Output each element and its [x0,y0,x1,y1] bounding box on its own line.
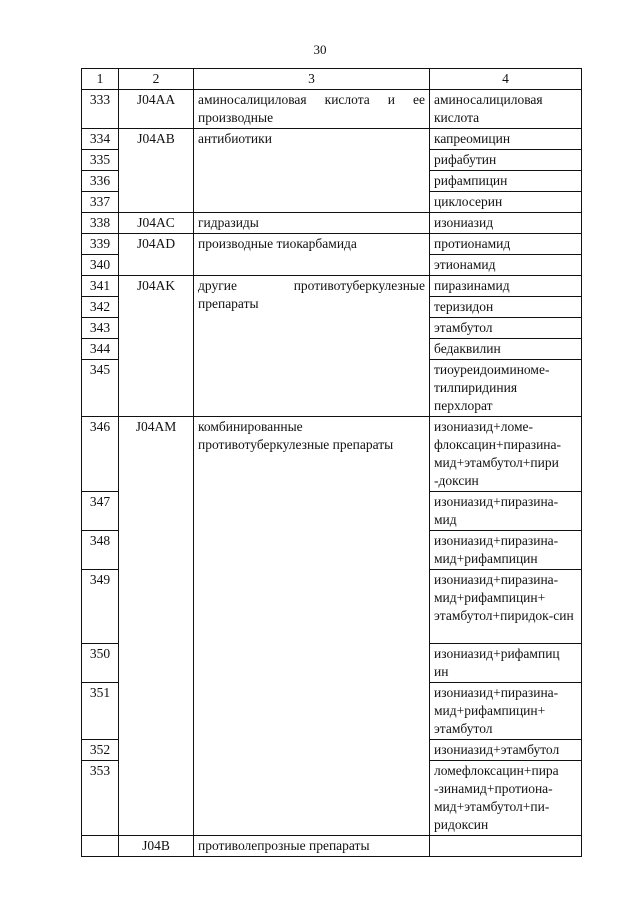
drug-name: рифампицин [430,171,582,192]
row-number: 335 [82,150,119,171]
drug-name: изониазид+пиразина-мид+рифампицин+ этамбутол [430,683,582,740]
header-cell: 1 [82,69,119,90]
table-row [82,234,582,255]
drug-name: ломефлоксацин+пира -зинамид+протиона-мид+этамбутол+пи-ридоксин [430,761,582,836]
group-name: комбинированные противотуберкулезные препараты [194,417,430,836]
drug-name [430,836,582,857]
atc-code: J04AC [119,213,194,234]
drug-name: тиоуреидоиминоме-тилпиридиния перхлорат [430,360,582,417]
row-number: 334 [82,129,119,150]
drug-name: капреомицин [430,129,582,150]
drug-name: изониазид [430,213,582,234]
table-row [82,90,582,129]
row-number: 348 [82,531,119,570]
page-number: 30 [313,42,327,57]
drug-name: бедаквилин [430,339,582,360]
row-number: 349 [82,570,119,644]
drug-name: пиразинамид [430,276,582,297]
drug-name: изониазид+ломе-флоксацин+пиразина-мид+этамбутол+пири -доксин [430,417,582,492]
table-row [82,836,582,857]
row-number [82,836,119,857]
group-name: антибиотики [194,129,430,213]
header-cell: 4 [430,69,582,90]
header-cell: 2 [119,69,194,90]
drug-name: этамбутол [430,318,582,339]
atc-code: J04AD [119,234,194,276]
atc-code: J04AK [119,276,194,417]
atc-code: J04AA [119,90,194,129]
drug-name: изониазид+пиразина-мид [430,492,582,531]
row-number: 353 [82,761,119,836]
drug-name: изониазид+рифампиц ин [430,644,582,683]
table-row [82,129,582,150]
table-row [82,276,582,297]
row-number: 342 [82,297,119,318]
row-number: 341 [82,276,119,297]
atc-code: J04AB [119,129,194,213]
header-cell: 3 [194,69,430,90]
row-number: 350 [82,644,119,683]
drug-name: рифабутин [430,150,582,171]
drug-name: теризидон [430,297,582,318]
row-number: 344 [82,339,119,360]
drug-name: аминосалициловая кислота [430,90,582,129]
row-number: 339 [82,234,119,255]
atc-drug-table [81,68,582,857]
row-number: 340 [82,255,119,276]
atc-code: J04B [119,836,194,857]
row-number: 336 [82,171,119,192]
row-number: 337 [82,192,119,213]
table-row [82,213,582,234]
row-number: 338 [82,213,119,234]
group-name: другие противотуберкулезные препараты [194,276,430,417]
row-number: 347 [82,492,119,531]
drug-name: изониазид+пиразина-мид+рифампицин+ этамбутол+пиридок-син [430,570,582,644]
row-number: 345 [82,360,119,417]
row-number: 333 [82,90,119,129]
group-name: производные тиокарбамида [194,234,430,276]
group-name: гидразиды [194,213,430,234]
drug-name: изониазид+этамбутол [430,740,582,761]
row-number: 343 [82,318,119,339]
drug-name: циклосерин [430,192,582,213]
drug-name: протионамид [430,234,582,255]
drug-name: этионамид [430,255,582,276]
group-name: аминосалициловая кислота и ее производные [194,90,430,129]
row-number: 351 [82,683,119,740]
group-name: противолепрозные препараты [194,836,430,857]
table-row [82,417,582,492]
table-header-row [82,69,582,90]
atc-code: J04AM [119,417,194,836]
drug-name: изониазид+пиразина-мид+рифампицин [430,531,582,570]
row-number: 346 [82,417,119,492]
row-number: 352 [82,740,119,761]
